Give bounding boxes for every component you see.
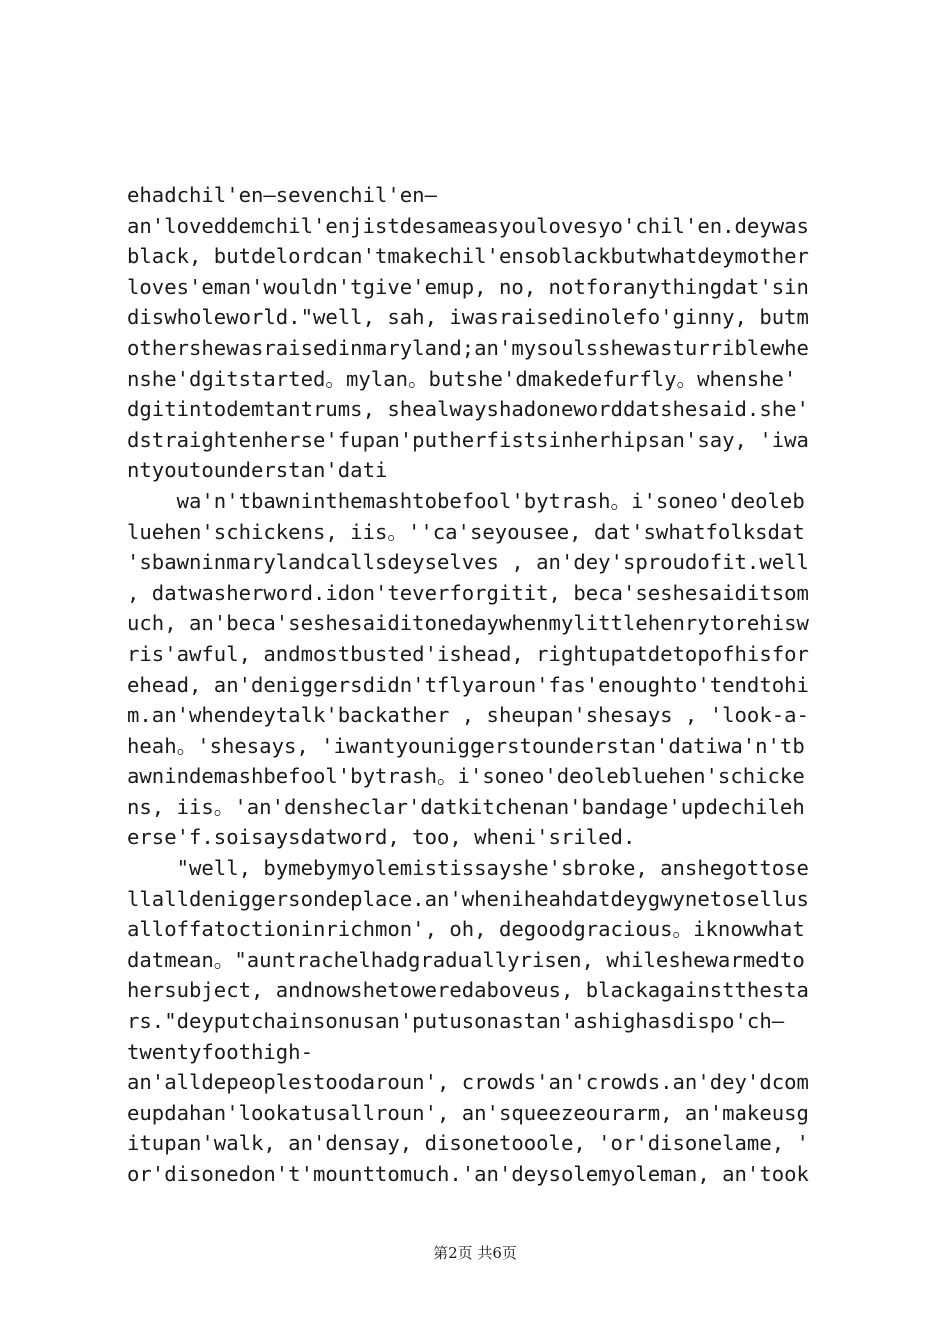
text-line: awnindemashbefool'bytrash。i'soneo'deolebluehen'schicke [127,764,805,789]
text-line: "well, bymebymyolemistissayshe'sbroke, anshegottose [127,856,809,881]
text-line: ns, iis。'an'densheclar'datkitchenan'bandage'updechileh [127,794,805,819]
text-line: or'disonedon't'mounttomuch.'an'deysolemyoleman, an'took [127,1162,809,1186]
text-line: othershewasraisedinmaryland;an'mysoulsshewasturriblewhe [127,335,809,360]
text-line: eupdahan'lookatusallroun', an'squeezeourarm, an'makeusg [127,1100,809,1125]
text-line: black, butdelordcan'tmakechil'ensoblackbutwhatdeymother [127,244,809,269]
text-line: itupan'walk, an'densay, disonetooole, 'or'disonelame, ' [127,1131,809,1156]
text-line: diswholeworld."well, sah, iwasraisedinolefo'ginny, butm [127,305,809,330]
text-line: twentyfoothigh- [127,1039,313,1064]
text-line: llalldeniggersondeplace.an'wheniheahdatdeygwynetosellus [127,886,809,911]
text-line: m.an'whendeytalk'backather , sheupan'shesays , 'look-a- [127,703,809,728]
text-line: hersubject, andnowshetoweredaboveus, blackagainstthesta [127,978,809,1003]
text-line: alloffatoctioninrichmon', oh, degoodgracious。iknowwhat [127,917,805,942]
text-line: an'loveddemchil'enjistdesameasyoulovesyo'chil'en.deywas [127,213,809,238]
text-line: ehead, an'deniggersdidn'tflyaroun'fas'enoughto'tendtohi [127,672,809,697]
text-line: dstraightenherse'fupan'putherfistsinherhipsan'say, 'iwa [127,427,809,452]
text-line: wa'n'tbawninthemashtobefool'bytrash。i'soneo'deoleb [127,488,805,513]
body-text [127,180,835,1190]
text-line: erse'f.soisaysdatword, too, wheni'sriled. [127,825,636,850]
text-line: datmean。"auntrachelhadgraduallyrisen, whileshewarmedto [127,947,805,972]
text-line: heah。'shesays, 'iwantyouniggerstounderstan'datiwa'n'tb [127,733,805,758]
text-line: ris'awful, andmostbusted'ishead, rightupatdetopofhisfor [127,641,809,666]
text-line: an'alldepeoplestoodaroun', crowds'an'crowds.an'dey'dcom [127,1070,809,1095]
text-line: loves'eman'wouldn'tgive'emup, no, notforanythingdat'sin [127,274,809,299]
text-line: 'sbawninmarylandcallsdeyselves , an'dey'sproudofit.well [127,550,809,575]
text-line: dgitintodemtantrums, shealwayshadoneworddatshesaid.she' [127,397,809,422]
page-number-label: 第2页 共6页 [433,1244,517,1262]
text-line: ehadchil'en—sevenchil'en— [127,183,437,207]
text-line: , datwasherword.idon'teverforgitit, beca'seshesaiditsom [127,580,809,605]
text-line: rs."deyputchainsonusan'putusonastan'ashighasdispo'ch— [127,1009,785,1034]
text-line: uch, an'beca'seshesaiditonedaywhenmylittlehenrytorehisw [127,611,809,636]
page-footer [0,1242,950,1263]
text-line: ntyoutounderstan'dati [127,458,388,483]
text-line: luehen'schickens, iis。''ca'seyousee, dat'swhatfolksdat [127,519,805,544]
text-line: nshe'dgitstarted。mylan。butshe'dmakedefurfly。whenshe' [127,366,797,391]
